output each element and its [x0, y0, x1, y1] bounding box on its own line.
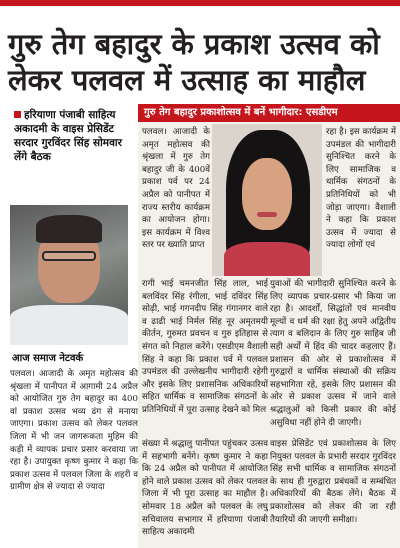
boxed-story-col-left: पलवल। आजादी के अमृत महोत्सव की श्रृंखला में गुरु तेग बहादुर जी के 400वें प्रकाश पर्व पर 24 अप्रैल को पानीपत में राज्य स्तरीय कार्यक्रम का आयोजन होगा। इस कार्यक्रम में विश्व स्तर पर ख्याति प्राप्त — [142, 127, 210, 251]
photo-hair — [36, 215, 102, 243]
top-red-rule — [0, 0, 400, 6]
photo-glasses — [42, 251, 96, 261]
photo-shirt — [10, 305, 128, 345]
boxed-story-mid-right: युवाओं की भागीदारी सुनिश्चित करने के लिए व्यापक प्रचार-प्रसार भी किया जा रहा है। आदर्शों, सिद्धांतों एवं मानवीय मूल्यों व धर्म की रक्षा हेतु अपने अद्वितीय त्याग व बलिदान के लिए गुरु साहिब जी सही अर्थों में हिंद की चादर कहलाए हैं। प्रशासन की ओर से प्रकाशोत्सव में गुरुद्वारों व धार्मिक संस्थाओं की सक्रिय सहभागिता रहे, इसके लिए प्रशासन की ओर से प्रकाश उत्सव में जाने वाले श्रद्धालुओं को किसी प्रकार की कोई असुविधा नहीं होने दी जाएगी। — [270, 279, 396, 428]
portrait-photo-woman — [212, 124, 322, 276]
headline-line-1: गुरु तेग बहादुर के प्रकाश उत्सव को — [8, 27, 380, 61]
side-story-headline-text: हरियाणा पंजाबी साहित्य अकादमी के वाइस प्रेसिडेंट सरदार गुरविंदर सिंह सोमवार लेंगे बैठक — [14, 109, 122, 163]
side-story-headline — [14, 108, 132, 164]
boxed-story-bottom-left: संख्या में श्रद्धालु पानीपत पहुंचकर उत्सव में सहभागी बनेंगे। कृष्ण कुमार ने कहा कि 24 अप्रैल को पानीपत में आयोजित होने वाले प्रकाश उत्सव को लेकर पलवल जिला में भी पूरा उत्साह का माहौल है। सोमवार 18 अप्रैल को पलवल के लघु सचिवालय सभागार में हरियाणा पंजाबी साहित्य अकादमी — [142, 439, 268, 538]
boxed-story-col-right: रहा है। इस कार्यक्रम में उपमंडल की भागीदारी सुनिश्चित करने के लिए सामाजिक व धार्मिक संगठनों के प्रतिनिधियों को भी जोड़ा जाएगा। वैशाली ने कहा कि प्रकाश उत्सव में ज्यादा से ज्यादा लोगों एवं — [326, 127, 396, 251]
headline-line-2: लेकर पलवल में उत्साह का माहौल — [8, 63, 366, 97]
side-story-body: पलवल। आजादी के अमृत महोत्सव की श्रृंखला में पानीपत में आगामी 24 अप्रैल को आयोजित गुरु तेग बहादुर का 400 वां प्रकाश उत्सव भव्य ढंग से मनाया जाएगा। प्रकाश उत्सव को लेकर पलवल जिला में भी जन जागरूकता मुहिम की कड़ी में व्यापक प्रचार प्रसार करवाया जा रहा है। उपायुक्त कृष्ण कुमार ने कहा कि प्रकाश उत्सव में पलवल जिला के शहरी व ग्रामीण क्षेत्र से ज्यादा से ज्यादा — [10, 369, 138, 493]
bullet-square-icon — [14, 111, 21, 118]
boxed-story-headline: गुरु तेग बहादुर प्रकाशोत्सव में बनें भागीदार: एसडीएम — [138, 104, 400, 122]
page-headline — [8, 26, 392, 98]
photo-face — [242, 158, 292, 230]
photo-top — [224, 242, 310, 276]
portrait-photo-man — [10, 205, 128, 345]
photo-lips — [257, 212, 277, 217]
boxed-story-mid-left: रागी भाई चमनजीत सिंह लाल, भाई बलविंदर सिंह रंगीला, भाई दविंदर सिंह सोढ़ी, भाई गगनदीप सिंह गंगानगर वाले व ढाढी भाई निर्मल सिंह नूर अमृतमयी कीर्तन, गुरुमत प्रवचन व गुरु इतिहास से संगत को निहाल करेंगे। एसडीएम वैशाली सिंह ने कहा कि प्रकाश पर्व में पलवल उपमंडल की उल्लेखनीय भागीदारी रहेगी और इसके लिए प्रशासनिक अधिकारियों सहित धार्मिक व सामाजिक संगठनों के प्रतिनिधियों में पूरा उत्साह देखने को मिल — [142, 279, 268, 415]
news-credit: आज समाज नेटवर्क — [12, 353, 84, 364]
boxed-story-bottom-right: वाइस प्रेसिडेंट एवं प्रकाशोत्सव के लिए नियुक्त पलवल के प्रभारी सरदार गुरविंदर सिंह सभी धार्मिक व सामाजिक संगठनों के साथ ही गुरुद्वारा प्रबंधकों व सम्बंधित अधिकारियों की बैठक लेंगे। बैठक में प्रकाशोत्सव को लेकर की जा रही तैयारियों की जाएगी समीक्षा। — [270, 439, 396, 525]
